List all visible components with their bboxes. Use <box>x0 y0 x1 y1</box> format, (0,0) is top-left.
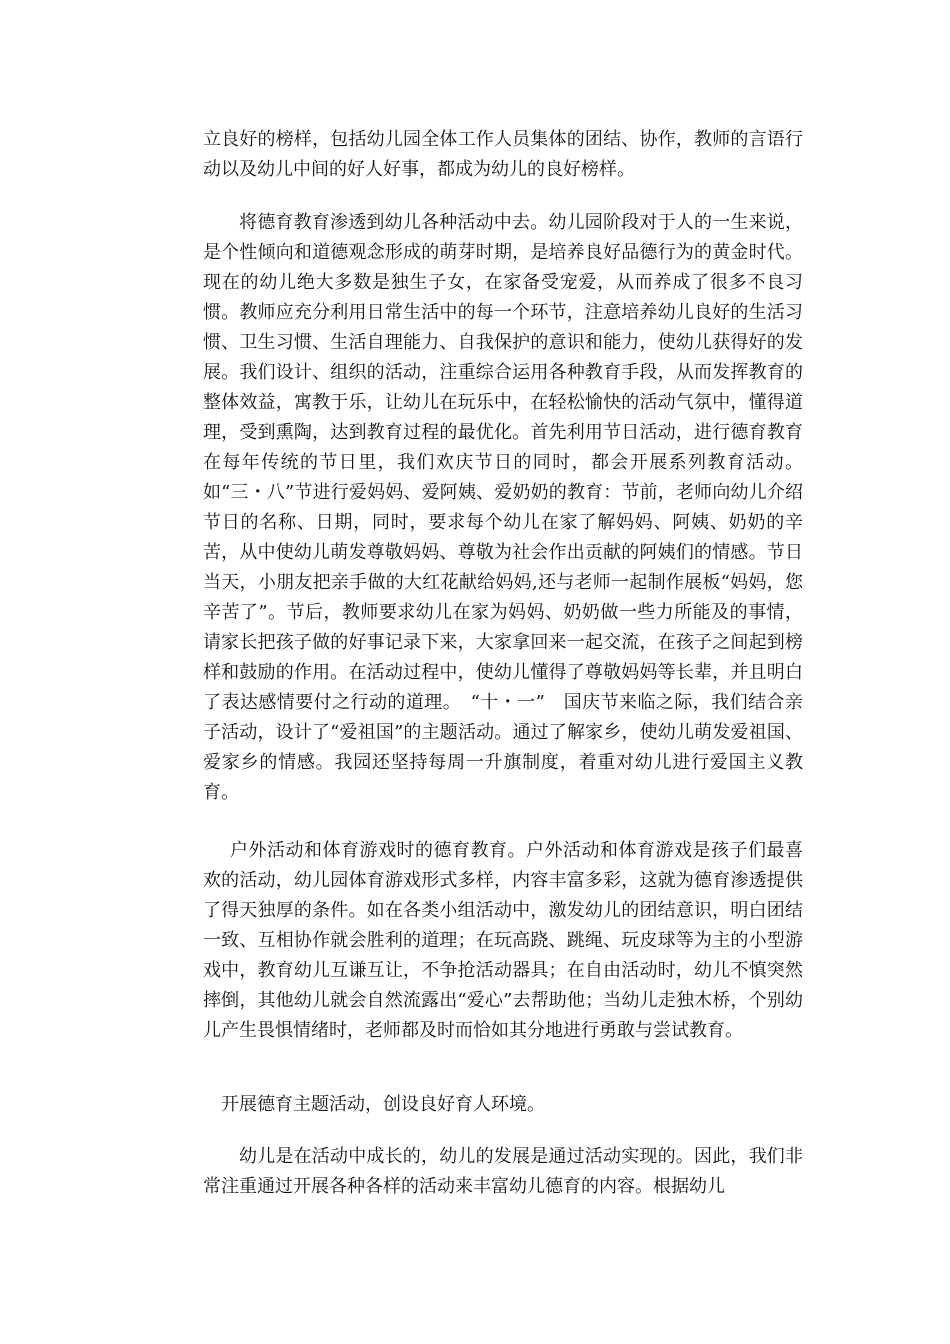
paragraph-outdoor-activities: 户外活动和体育游戏时的德育教育。户外活动和体育游戏是孩子们最喜欢的活动，幼儿园体育游戏形式多样，内容丰富多彩，这就为德育渗透提供了得天独厚的条件。如在各类小组活动中，激发幼儿的团结意识，明白团结一致、互相协作就会胜利的道理；在玩高跷、跳绳、玩皮球等为主的小型游戏中，教育幼儿互谦互让，不争抢活动器具；在自由活动时，幼儿不慎突然摔倒，其他幼儿就会自然流露出“爱心”去帮助他；当幼儿走独木桥，个别幼儿产生畏惧情绪时，老师都及时而恰如其分地进行勇敢与尝试教育。 <box>203 840 803 1041</box>
paragraph-growth-through-activities: 幼儿是在活动中成长的，幼儿的发展是通过活动实现的。因此，我们非常注重通过开展各种各样的活动来丰富幼儿德育的内容。根据幼儿 <box>203 1146 803 1197</box>
paragraph-role-models-continued: 立良好的榜样，包括幼儿园全体工作人员集体的团结、协作，教师的言语行动以及幼儿中间的好人好事，都成为幼儿的良好榜样。 <box>203 129 803 180</box>
paragraph-theme-activities-heading: 开展德育主题活动，创设良好育人环境。 <box>221 1094 545 1115</box>
paragraph-moral-education-in-activities: 将德育教育渗透到幼儿各种活动中去。幼儿园阶段对于人的一生来说，是个性倾向和道德观念形成的萌芽时期，是培养良好品德行为的黄金时代。现在的幼儿绝大多数是独生子女，在家备受宠爱，从而养成了很多不良习惯。教师应充分利用日常生活中的每一个环节，注意培养幼儿良好的生活习惯、卫生习惯、生活自理能力、自我保护的意识和能力，使幼儿获得好的发展。我们设计、组织的活动，注重综合运用各种教育手段，从而发挥教育的整体效益，寓教于乐，让幼儿在玩乐中，在轻松愉快的活动气氛中，懂得道理，受到熏陶，达到教育过程的最优化。首先利用节日活动，进行德育教育 在每年传统的节日里，我们欢庆节日的同时，都会开展系列教育活动。如“三・八”节进行爱妈妈、爱阿姨、爱奶奶的教育：节前，老师向幼儿介绍节日的名称、日期，同时，要求每个幼儿在家了解妈妈、阿姨、奶奶的辛苦，从中使幼儿萌发尊敬妈妈、尊敬为社会作出贡献的阿姨们的情感。节日当天，小朋友把亲手做的大红花献给妈妈,还与老师一起制作展板“妈妈，您辛苦了”。节后，教师要求幼儿在家为妈妈、奶奶做一些力所能及的事情，请家长把孩子做的好事记录下来，大家拿回来一起交流，在孩子之间起到榜样和鼓励的作用。在活动过程中，使幼儿懂得了尊敬妈妈等长辈，并且明白了表达感情要付之行动的道理。 “十・一” 国庆节来临之际，我们结合亲子活动，设计了“爱祖国”的主题活动。通过了解家乡，使幼儿萌发爱祖国、爱家乡的情感。我园还坚持每周一升旗制度，着重对幼儿进行爱国主义教育。 <box>203 212 821 803</box>
